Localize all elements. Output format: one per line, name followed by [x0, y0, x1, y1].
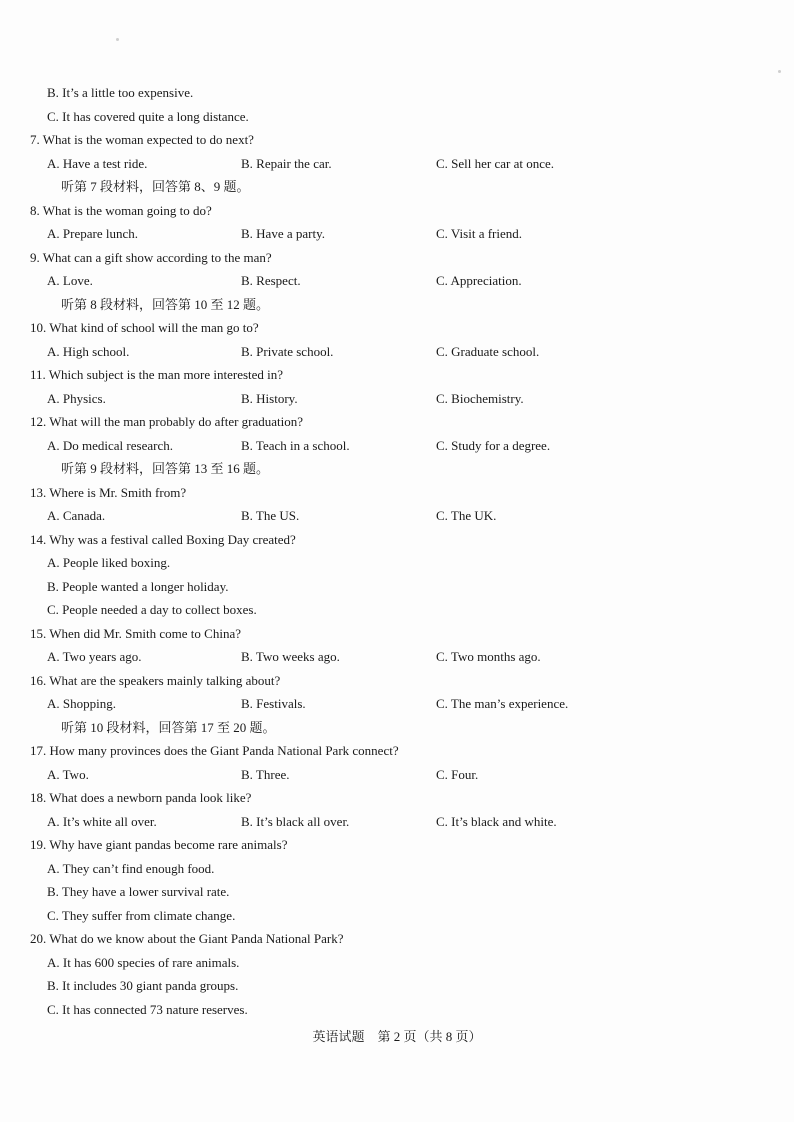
section-instruction: 听第 7 段材料，回答第 8、9 题。	[61, 179, 250, 194]
answer-option-a: A. They can’t find enough food.	[47, 861, 215, 876]
answer-option-a: A. Prepare lunch.	[47, 226, 138, 241]
scan-speck	[778, 70, 781, 73]
answer-option-b: B. Teach in a school.	[241, 438, 350, 453]
answer-option-a: C. They suffer from climate change.	[47, 908, 236, 923]
answer-option-a: A. It has 600 species of rare animals.	[47, 955, 240, 970]
question-text: 8. What is the woman going to do?	[30, 203, 212, 218]
answer-option-c: C. Four.	[436, 767, 479, 782]
answer-option-b: B. It’s black all over.	[241, 814, 350, 829]
question-text: 9. What can a gift show according to the man?	[30, 250, 272, 265]
question-text: 16. What are the speakers mainly talking about?	[30, 673, 281, 688]
answer-option-a: A. People liked boxing.	[47, 555, 171, 570]
question-text: 12. What will the man probably do after graduation?	[30, 414, 304, 429]
answer-option-c: C. Study for a degree.	[436, 438, 551, 453]
answer-option-a: A. Two years ago.	[47, 649, 142, 664]
question-text: 18. What does a newborn panda look like?	[30, 790, 252, 805]
question-text: 20. What do we know about the Giant Panda National Park?	[30, 931, 344, 946]
answer-option-b: B. The US.	[241, 508, 300, 523]
answer-option-a: A. Canada.	[47, 508, 106, 523]
answer-option-c: C. Two months ago.	[436, 649, 541, 664]
question-text: 11. Which subject is the man more interested in?	[30, 367, 284, 382]
question-text: 10. What kind of school will the man go to?	[30, 320, 259, 335]
answer-option-c: C. Graduate school.	[436, 344, 540, 359]
answer-option-c: C. Sell her car at once.	[436, 156, 555, 171]
answer-option-a: C. It has covered quite a long distance.	[47, 109, 249, 124]
answer-option-a: A. Have a test ride.	[47, 156, 148, 171]
answer-option-a: A. It’s white all over.	[47, 814, 157, 829]
answer-option-b: B. Two weeks ago.	[241, 649, 340, 664]
answer-option-b: B. History.	[241, 391, 298, 406]
answer-option-a: A. Two.	[47, 767, 89, 782]
question-text: 19. Why have giant pandas become rare animals?	[30, 837, 288, 852]
answer-option-a: A. Love.	[47, 273, 93, 288]
answer-option-a: C. It has connected 73 nature reserves.	[47, 1002, 248, 1017]
answer-option-b: B. Private school.	[241, 344, 334, 359]
answer-option-a: A. Do medical research.	[47, 438, 173, 453]
answer-option-a: B. People wanted a longer holiday.	[47, 579, 229, 594]
section-instruction: 听第 9 段材料，回答第 13 至 16 题。	[61, 461, 270, 476]
answer-option-c: C. Biochemistry.	[436, 391, 524, 406]
question-text: 14. Why was a festival called Boxing Day created?	[30, 532, 296, 547]
answer-option-a: A. High school.	[47, 344, 130, 359]
answer-option-a: A. Shopping.	[47, 696, 116, 711]
answer-option-a: B. It’s a little too expensive.	[47, 85, 194, 100]
answer-option-a: C. People needed a day to collect boxes.	[47, 602, 257, 617]
answer-option-b: B. Festivals.	[241, 696, 306, 711]
answer-option-c: C. The man’s experience.	[436, 696, 569, 711]
scan-speck	[116, 38, 119, 41]
question-text: 13. Where is Mr. Smith from?	[30, 485, 187, 500]
answer-option-a: B. They have a lower survival rate.	[47, 884, 230, 899]
question-text: 17. How many provinces does the Giant Panda National Park connect?	[30, 743, 399, 758]
answer-option-b: B. Repair the car.	[241, 156, 332, 171]
section-instruction: 听第 8 段材料，回答第 10 至 12 题。	[61, 297, 270, 312]
answer-option-c: C. The UK.	[436, 508, 497, 523]
answer-option-c: C. Visit a friend.	[436, 226, 522, 241]
answer-option-b: B. Have a party.	[241, 226, 325, 241]
answer-option-a: B. It includes 30 giant panda groups.	[47, 978, 239, 993]
question-text: 15. When did Mr. Smith come to China?	[30, 626, 241, 641]
answer-option-a: A. Physics.	[47, 391, 106, 406]
page-footer: 英语试题 第 2 页（共 8 页）	[312, 1029, 482, 1044]
answer-option-b: B. Three.	[241, 767, 290, 782]
answer-option-c: C. It’s black and white.	[436, 814, 557, 829]
answer-option-b: B. Respect.	[241, 273, 301, 288]
answer-option-c: C. Appreciation.	[436, 273, 522, 288]
section-instruction: 听第 10 段材料，回答第 17 至 20 题。	[61, 720, 276, 735]
question-text: 7. What is the woman expected to do next?	[30, 132, 254, 147]
